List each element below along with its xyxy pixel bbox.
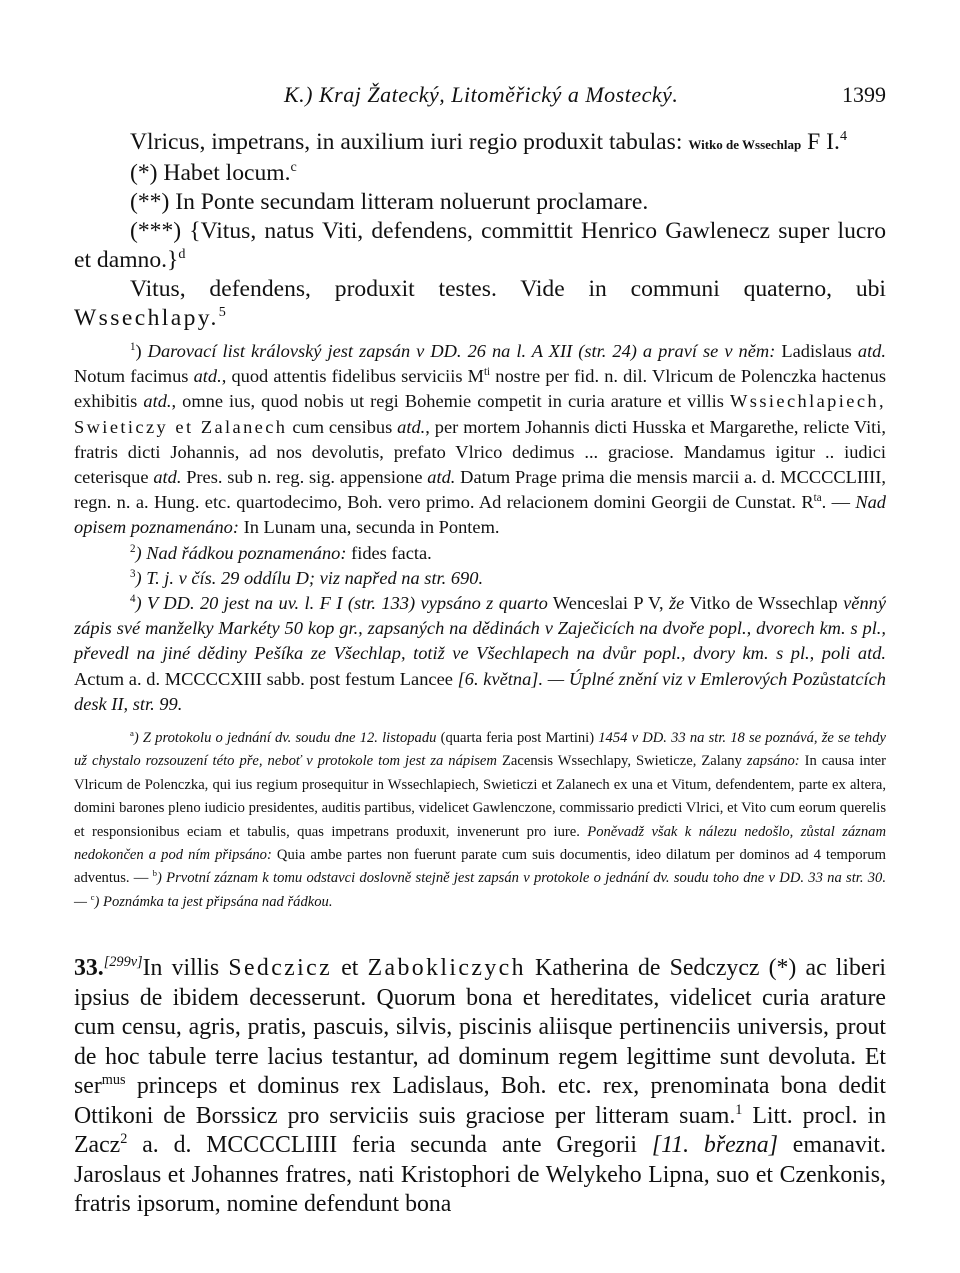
footnote-a: $^a$) Z protokolu o jednání dv. soudu dne 12. listopadu (quarta feria post Martini) 1454 v DD. 33 na str. 18 se poznává, že se tehdy už chystalo rozsouzení této pře, neboť v protokole tom jest za nápisem Zacensis Wssechlapy, Swieticze, Zalany zapsáno: In causa inter Vlricum de Polenczka, qui ius regium prosequitur in Wssechlapiech, Swieticzi et Zalanech ex una et Vitum, defendentem, parte ex altera, domini barones pleno iudicio presidentes, auditis partibus, videlicet Gawlenczone, commissario predicti Vlrici, et Vito cum eorum querelis et responsionibus eciam et tabulis, quas impetrans produxit, invenerunt pro iure. Poněvadž však k nálezu nedošlo, zůstal záznam nedokončen a pod ním připsáno: Quia ambe partes non fuerunt parate cum suis documentis, ideo dilatum per dominos ad 4 temporum adventus. — $^b$) Prvotní záznam k tomu odstavci doslovně stejně jest zapsán v protokole o jednání dv. soudu toho dne v DD. 33 na str. 30. — $^c$) Poznámka ta jest připsána nad řádkou. <box>74 728 887 910</box>
paragraph-5: Vitus, defendens, produxit testes. Vide in communi quaterno, ubi Wssechlapy.$^5$ <box>74 276 886 331</box>
paragraph-4: (***) {Vitus, natus Viti, defendens, committit Henrico Gawlenecz super lucro et damno.}$^d$ <box>74 218 886 273</box>
paragraph-3: (**) In Ponte secundam litteram noluerunt proclamare. <box>130 189 649 215</box>
top-text <box>74 128 886 333</box>
footnote-1: $^1$) Darovací list královský jest zapsán v DD. 26 na l. A XII (str. 24) a praví se v něm: Ladislaus atd. Notum facimus atd., quod attentis fidelibus serviciis $M^{ti}$ nostre per fid. n. dil. Vlricum de Polenczka hactenus exhibitis atd., omne ius, quod nobis ut regi Bohemie competit in curia arature et villis Wssiechlapiech, Swieticzy et Zalanech cum censibus atd., per mortem Johannis dicti Husska et Margarethe, relicte Viti, fratris dicti Johannis, ad nos devolutis, prefato Vlrico dedimus ... graciose. Mandamus igitur .. iudici ceterisque atd. Pres. sub n. reg. sig. appensione atd. Datum Prage prima die mensis marcii a. d. MCCCCLIIII, regn. n. a. Hung. etc. quartodecimo, Boh. vero primo. Ad relacionem domini Georgii de Cunstat. $R^{ta}$. — Nad opisem poznamenáno: In Lunam una, secunda in Pontem. <box>74 340 887 538</box>
small-caps-name: Witko de Wssechlap <box>688 137 802 152</box>
footnotes-lettered <box>74 727 886 914</box>
footnote-2: $^2$) Nad řádkou poznamenáno: fides facta. <box>130 542 432 563</box>
footnotes-numbered <box>74 339 886 717</box>
header-title: K.) Kraj Žatecký, Litoměřický a Mostecký. <box>284 82 679 107</box>
page <box>74 78 886 1220</box>
footnote-3: $^3$) T. j. v čís. 29 oddílu D; viz napřed na str. 690. <box>130 567 484 588</box>
paragraph-2: (*) Habet locum.$^c$ <box>130 159 297 186</box>
running-header <box>74 78 886 118</box>
entry-33 <box>74 954 886 1220</box>
footnote-4: $^4$) V DD. 20 jest na uv. l. F I (str. 133) vypsáno z quarto Wenceslai P V, že Vitko de Wssechlap věnný zápis své manželky Markéty 50 kop gr., zapsaných na dědinách v Zaječicích na dvoře popl., dvorech km. s pl., převedl na jiné dědiny Pešíka ze Všechlap, totiž ve Všechlapech na dvůr popl., dvory km. s pl., poli atd. Actum a. d. MCCCCXIII sabb. post festum Lancee [6. května]. — Úplné znění viz v Emlerových Pozůstatcích desk II, str. 99. <box>74 592 887 714</box>
marginal-folio: [299v] <box>103 954 143 971</box>
paragraph-1: Vlricus, impetrans, in auxilium iuri regio produxit tabulas: Witko de Wssechlap F I.$^4$ <box>130 128 848 155</box>
page-number: 1399 <box>842 82 886 107</box>
entry-paragraph: 33.[299v]In villis Sedczicz et Zabokliczych Katherina de Sedczycz (*) ac liberi ipsius de ibidem decesserunt. Quorum bona et hereditates, videlicet curia arature cum censu, agris, pratis, pascuis, silvis, piscinis aliisque pertinenciis universis, prout de hoc tabule terre lacius testantur, ad dominum regem legittime sunt devoluta. Et ser$^{mus}$ princeps et dominus rex Ladislaus, Boh. etc. rex, prenominata bona dedit Ottikoni de Borssicz pro serviciis suis graciose per litteram suam.$^1$ Litt. procl. in Zacz$^2$ a. d. MCCCCLIIII feria secunda ante Gregorii [11. března] emanavit. Jaroslaus et Johannes fratres, nati Kristophori de Welykeho Lipna, suo et Czenkonis, fratris ipsorum, nomine defendunt bona <box>74 954 886 1218</box>
entry-number: 33. <box>74 955 104 982</box>
